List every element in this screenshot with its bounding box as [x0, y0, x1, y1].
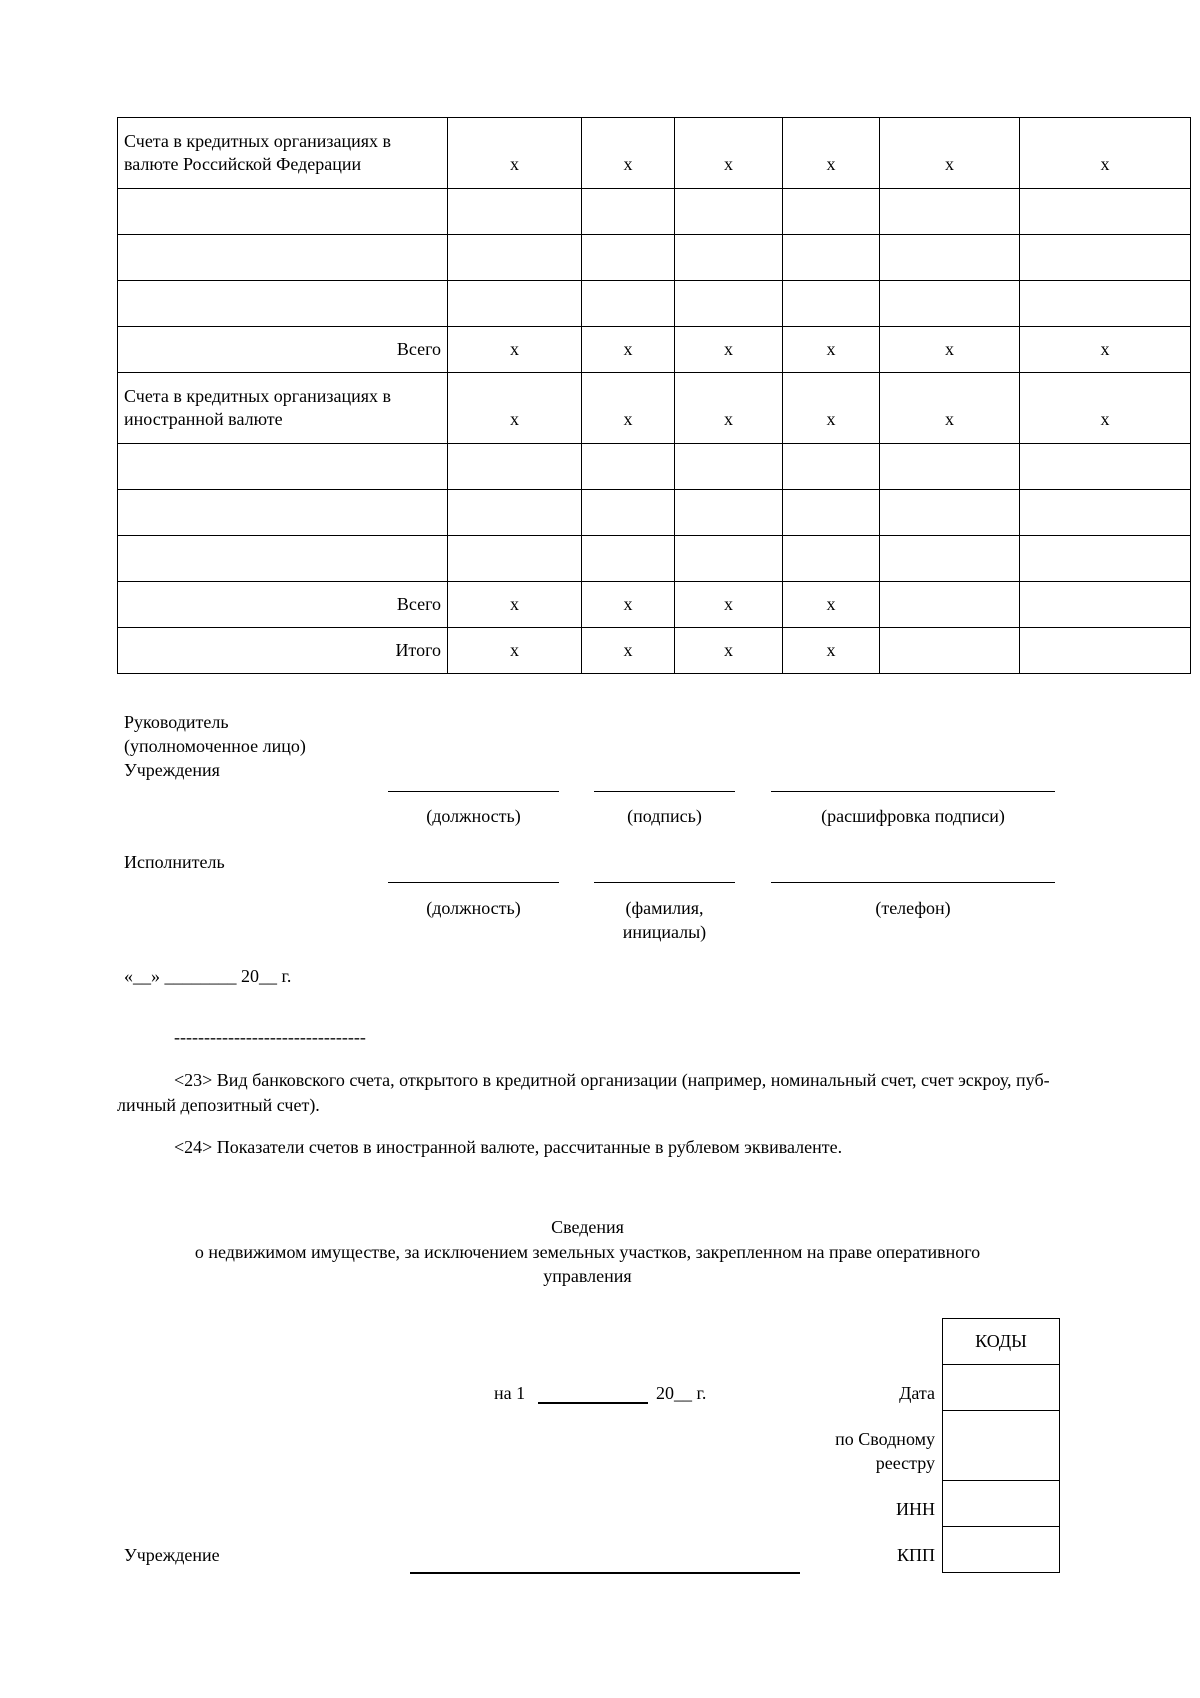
- head-label: Руководитель (уполномоченное лицо) Учреждения: [124, 712, 306, 780]
- total-label: Всего: [118, 582, 448, 628]
- executor-phone-line[interactable]: [771, 882, 1055, 883]
- x-mark: x: [783, 373, 880, 444]
- x-mark: x: [783, 118, 880, 189]
- x-mark: x: [880, 118, 1020, 189]
- accounts-table: [117, 117, 1191, 674]
- total-label: Всего: [118, 327, 448, 373]
- table-row-total-rub: [118, 327, 1191, 373]
- x-mark: x: [783, 628, 880, 674]
- head-decoding-line[interactable]: [771, 791, 1055, 792]
- table-row: [118, 281, 1191, 327]
- caption-executor-position: (должность): [426, 898, 521, 918]
- table-row: [118, 490, 1191, 536]
- x-mark: x: [448, 628, 582, 674]
- x-mark: x: [880, 327, 1020, 373]
- table-row-total-foreign: [118, 582, 1191, 628]
- table-row-section-foreign: [118, 373, 1191, 444]
- date-line[interactable]: «__» ________ 20__ г.: [124, 966, 292, 986]
- report-date-line[interactable]: [538, 1402, 648, 1404]
- codes-table: [942, 1318, 1060, 1573]
- x-mark: x: [448, 582, 582, 628]
- caption-position: (должность): [426, 806, 521, 826]
- x-mark: x: [1020, 327, 1191, 373]
- table-row-section-rub: [118, 118, 1191, 189]
- institution-label: Учреждение: [124, 1545, 220, 1565]
- x-mark: x: [582, 327, 675, 373]
- section-rub-label: Счета в кредитных организациях в валюте Российской Федерации: [118, 118, 448, 189]
- x-mark: x: [675, 582, 783, 628]
- executor-position-line[interactable]: [388, 882, 559, 883]
- head-signature-line[interactable]: [594, 791, 735, 792]
- x-mark: x: [448, 118, 582, 189]
- code-label-inn: ИНН: [896, 1499, 935, 1519]
- x-mark: x: [675, 628, 783, 674]
- caption-decoding: (расшифровка подписи): [821, 806, 1005, 826]
- x-mark: x: [783, 327, 880, 373]
- executor-label: Исполнитель: [124, 852, 225, 872]
- grand-total-label: Итого: [118, 628, 448, 674]
- section2-subtitle-2: управления: [543, 1266, 632, 1286]
- executor-name-line[interactable]: [594, 882, 735, 883]
- x-mark: x: [675, 118, 783, 189]
- x-mark: x: [582, 582, 675, 628]
- x-mark: x: [582, 628, 675, 674]
- x-mark: x: [1020, 373, 1191, 444]
- x-mark: x: [675, 327, 783, 373]
- x-mark: x: [448, 327, 582, 373]
- code-date-cell[interactable]: [943, 1365, 1060, 1411]
- x-mark: x: [448, 373, 582, 444]
- table-row: [118, 189, 1191, 235]
- caption-executor-phone: (телефон): [875, 898, 951, 918]
- table-row: [118, 444, 1191, 490]
- codes-header: КОДЫ: [943, 1319, 1060, 1365]
- code-label-date: Дата: [899, 1383, 935, 1403]
- report-date-year: 20__ г.: [656, 1383, 707, 1403]
- code-label-kpp: КПП: [896, 1545, 935, 1565]
- caption-executor-name: (фамилия, инициалы): [622, 898, 707, 942]
- table-row: [118, 536, 1191, 582]
- table-row: [118, 235, 1191, 281]
- x-mark: x: [783, 582, 880, 628]
- institution-line[interactable]: [410, 1572, 800, 1574]
- caption-signature: (подпись): [627, 806, 702, 826]
- table-row-grand-total: [118, 628, 1191, 674]
- section2-subtitle-1: о недвижимом имуществе, за исключением земельных участков, закрепленном на праве оперативного: [194, 1242, 981, 1262]
- report-date-prefix: на 1: [494, 1383, 526, 1403]
- code-inn-cell[interactable]: [943, 1481, 1060, 1527]
- code-label-registry: по Сводному реестру: [835, 1429, 935, 1473]
- footnote-23-cont: личный депозитный счет).: [117, 1095, 320, 1115]
- footnote-24: <24> Показатели счетов в иностранной валюте, рассчитанные в рублевом эквиваленте.: [174, 1137, 843, 1157]
- code-registry-cell[interactable]: [943, 1411, 1060, 1481]
- footnote-23: <23> Вид банковского счета, открытого в кредитной организации (например, номинальный счет, счет эскроу, пуб-: [174, 1070, 1050, 1090]
- section-foreign-label: Счета в кредитных организациях в иностранной валюте: [118, 373, 448, 444]
- head-position-line[interactable]: [388, 791, 559, 792]
- footnote-separator: --------------------------------: [174, 1027, 366, 1047]
- x-mark: x: [582, 373, 675, 444]
- x-mark: x: [880, 373, 1020, 444]
- x-mark: x: [1020, 118, 1191, 189]
- code-kpp-cell[interactable]: [943, 1527, 1060, 1573]
- x-mark: x: [675, 373, 783, 444]
- section2-title: Сведения: [551, 1217, 624, 1237]
- x-mark: x: [582, 118, 675, 189]
